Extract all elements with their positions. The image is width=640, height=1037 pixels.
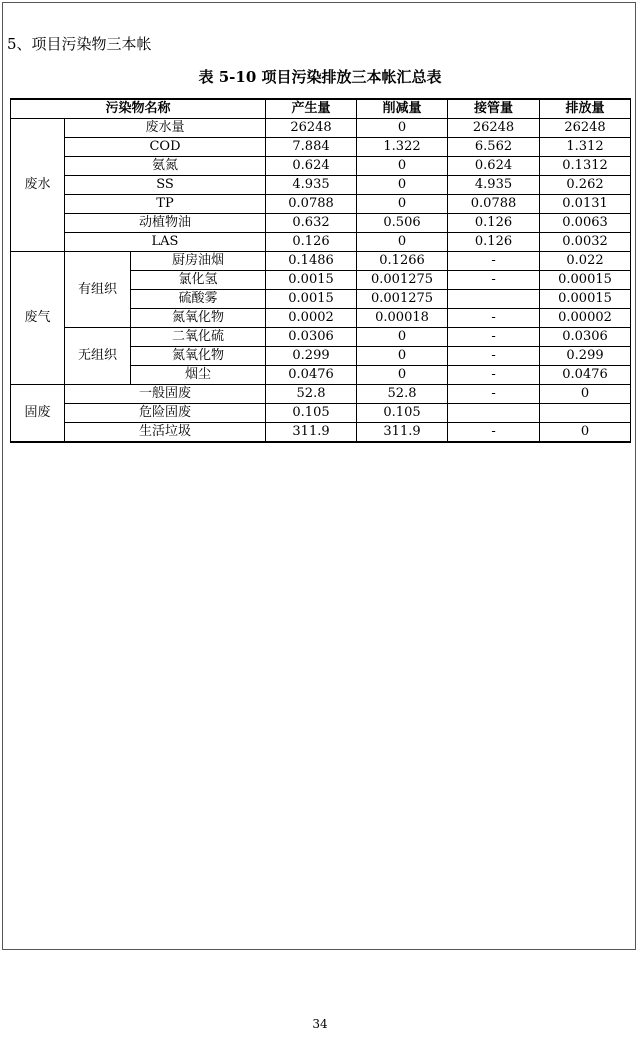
cell-value: -	[448, 423, 540, 443]
pollutant-name: 二氧化硫	[131, 328, 266, 347]
pollutant-name: 氮氧化物	[131, 309, 266, 328]
cell-value: 0.00002	[540, 309, 631, 328]
cell-value: 0.0476	[266, 366, 357, 385]
cell-value: -	[448, 252, 540, 271]
cell-value: 0.0306	[266, 328, 357, 347]
pollutant-name: 烟尘	[131, 366, 266, 385]
table-header-row	[11, 99, 631, 119]
cell-value: 0.00015	[540, 290, 631, 309]
cell-value: 0.001275	[357, 271, 448, 290]
cell-value: 0.1486	[266, 252, 357, 271]
cell-value: 0.506	[357, 214, 448, 233]
cell-value	[540, 404, 631, 423]
cell-value: 0	[357, 347, 448, 366]
pollutant-name: 硫酸雾	[131, 290, 266, 309]
cell-value: 4.935	[448, 176, 540, 195]
cell-value: 0.0788	[266, 195, 357, 214]
table-row	[11, 423, 631, 443]
cell-value: 0.632	[266, 214, 357, 233]
cell-value: 0.299	[266, 347, 357, 366]
header-pollutant-name: 污染物名称	[11, 99, 266, 119]
pollutant-name: SS	[65, 176, 266, 195]
cell-value: 0.022	[540, 252, 631, 271]
category-wastewater: 废水	[11, 119, 65, 252]
cell-value: 0	[357, 233, 448, 252]
cell-value: 26248	[540, 119, 631, 138]
pollutant-name: 危险固废	[65, 404, 266, 423]
section-heading: 5、项目污染物三本帐	[7, 35, 152, 53]
pollutant-name: 氯化氢	[131, 271, 266, 290]
pollutant-name: 一般固废	[65, 385, 266, 404]
cell-value: 0	[357, 119, 448, 138]
cell-value: 0	[357, 176, 448, 195]
cell-value: 0.0063	[540, 214, 631, 233]
cell-value: 0.0788	[448, 195, 540, 214]
cell-value: 0.262	[540, 176, 631, 195]
cell-value: 0.299	[540, 347, 631, 366]
pollutant-name: 氮氧化物	[131, 347, 266, 366]
cell-value: 311.9	[266, 423, 357, 443]
table-row	[11, 214, 631, 233]
cell-value: -	[448, 385, 540, 404]
cell-value	[448, 290, 540, 309]
cell-value: 0.624	[266, 157, 357, 176]
cell-value: 0	[357, 157, 448, 176]
cell-value: -	[448, 347, 540, 366]
cell-value: 26248	[266, 119, 357, 138]
cell-value: 1.312	[540, 138, 631, 157]
cell-value: 6.562	[448, 138, 540, 157]
cell-value: 0.126	[448, 233, 540, 252]
pollutant-name: 动植物油	[65, 214, 266, 233]
cell-value: 0.001275	[357, 290, 448, 309]
pollutant-name: 厨房油烟	[131, 252, 266, 271]
table-row	[11, 328, 631, 347]
table-row	[11, 404, 631, 423]
table-row	[11, 195, 631, 214]
cell-value: 0.1266	[357, 252, 448, 271]
cell-value: 0.0015	[266, 271, 357, 290]
cell-value: -	[448, 309, 540, 328]
cell-value: 0.0032	[540, 233, 631, 252]
cell-value: 0.105	[266, 404, 357, 423]
header-generated: 产生量	[266, 99, 357, 119]
pollutant-name: TP	[65, 195, 266, 214]
subcategory-unorganized: 无组织	[65, 328, 131, 385]
subcategory-organized: 有组织	[65, 252, 131, 328]
table-row	[11, 119, 631, 138]
header-piped: 接管量	[448, 99, 540, 119]
table-row	[11, 385, 631, 404]
cell-value: -	[448, 328, 540, 347]
cell-value: 0	[357, 328, 448, 347]
cell-value: 7.884	[266, 138, 357, 157]
table-row	[11, 176, 631, 195]
cell-value: 4.935	[266, 176, 357, 195]
cell-value: 0.0131	[540, 195, 631, 214]
category-waste-gas: 废气	[11, 252, 65, 385]
cell-value: -	[448, 271, 540, 290]
cell-value: 0	[357, 366, 448, 385]
cell-value: 0.624	[448, 157, 540, 176]
pollutant-name: LAS	[65, 233, 266, 252]
cell-value: 0.0002	[266, 309, 357, 328]
cell-value: 52.8	[266, 385, 357, 404]
pollutant-name: 废水量	[65, 119, 266, 138]
cell-value: 0.00018	[357, 309, 448, 328]
cell-value: 0.1312	[540, 157, 631, 176]
table-row	[11, 157, 631, 176]
cell-value: 0.126	[266, 233, 357, 252]
cell-value: 0	[540, 423, 631, 443]
pollutant-name: 生活垃圾	[65, 423, 266, 443]
pollutant-name: 氨氮	[65, 157, 266, 176]
table-row	[11, 252, 631, 271]
category-solid-waste: 固废	[11, 385, 65, 443]
table-title: 表 5-10 项目污染排放三本帐汇总表	[198, 68, 442, 86]
cell-value: 1.322	[357, 138, 448, 157]
cell-value: 0.126	[448, 214, 540, 233]
header-reduced: 削减量	[357, 99, 448, 119]
page-number: 34	[312, 1017, 328, 1031]
cell-value: 0.0306	[540, 328, 631, 347]
pollutant-name: COD	[65, 138, 266, 157]
cell-value: 0	[540, 385, 631, 404]
cell-value: 52.8	[357, 385, 448, 404]
cell-value: -	[448, 366, 540, 385]
header-discharged: 排放量	[540, 99, 631, 119]
cell-value	[448, 404, 540, 423]
table-row	[11, 138, 631, 157]
cell-value: 0.105	[357, 404, 448, 423]
cell-value: 0.00015	[540, 271, 631, 290]
cell-value: 0	[357, 195, 448, 214]
cell-value: 311.9	[357, 423, 448, 443]
pollutant-ledger-table	[10, 98, 631, 443]
cell-value: 0.0476	[540, 366, 631, 385]
cell-value: 26248	[448, 119, 540, 138]
table-row	[11, 233, 631, 252]
cell-value: 0.0015	[266, 290, 357, 309]
